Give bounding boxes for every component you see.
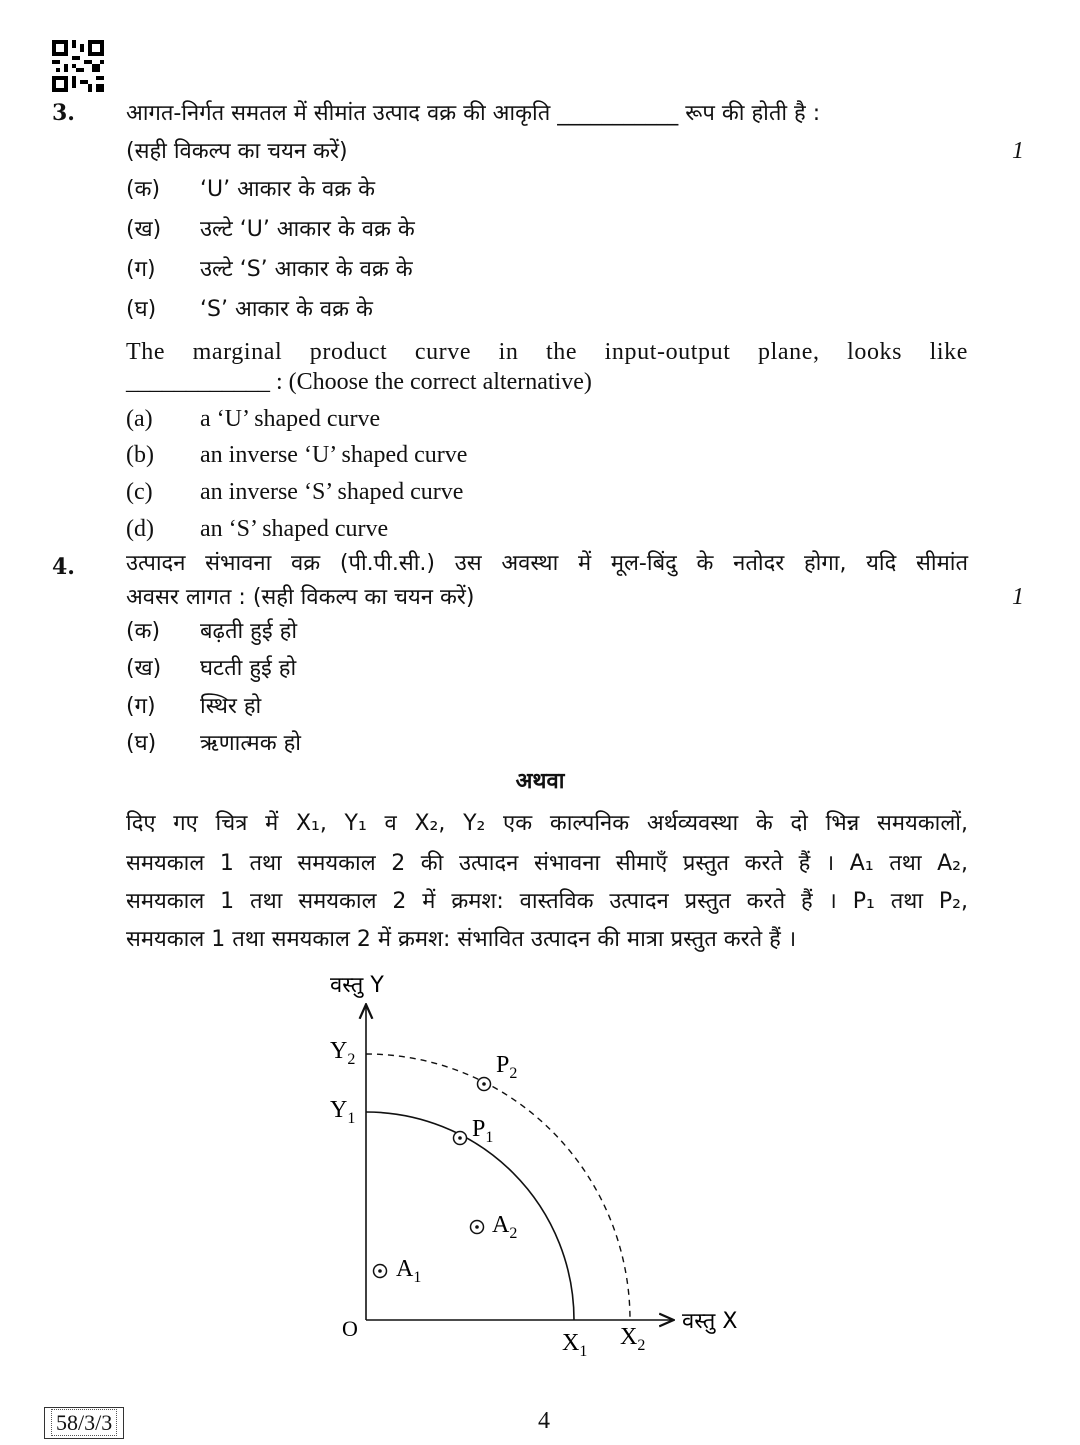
option-text: ऋणात्मक हो: [200, 731, 301, 756]
option-text: बढ़ती हुई हो: [200, 619, 298, 644]
label-p2: $P_2$: [496, 1052, 518, 1082]
question-text-english: The marginal product curve in the input-output plane, looks like: [126, 339, 968, 365]
option-label: (ख): [126, 656, 162, 681]
label-y1: $Y_1$: [330, 1097, 356, 1127]
point-p1: [454, 1132, 467, 1145]
marks: 1: [1012, 584, 1024, 610]
option-text: घटती हुई हो: [200, 656, 297, 681]
option-text: उल्टे ‘U’ आकार के वक्र के: [200, 217, 415, 242]
option-label: (c): [126, 479, 153, 505]
or-paragraph-line: समयकाल 1 तथा समयकाल 2 में क्रमश: वास्तविक उत्पादन प्रस्तुत करते हैं । P₁ तथा P₂,: [126, 889, 968, 914]
question-text-hindi: उत्पादन संभावना वक्र (पी.पी.सी.) उस अवस्था में मूल-बिंदु के नतोदर होगा, यदि सीमांत: [126, 551, 968, 576]
ppc-curve-1: [366, 1112, 574, 1320]
option-text: स्थिर हो: [200, 694, 262, 719]
option-label: (ख): [126, 217, 162, 242]
option-label: (घ): [126, 297, 157, 322]
paper-code-box: [44, 1407, 124, 1439]
question-number: 3.: [52, 100, 75, 126]
marks: 1: [1012, 138, 1024, 164]
question-number: 4.: [52, 554, 75, 580]
option-label: (a): [126, 406, 153, 432]
question-text-english-line2: ____________ : (Choose the correct alternative): [126, 369, 592, 395]
option-text: an ‘S’ shaped curve: [200, 516, 389, 542]
option-text: ‘U’ आकार के वक्र के: [200, 177, 376, 202]
or-paragraph-line: समयकाल 1 तथा समयकाल 2 में क्रमश: संभावित उत्पादन की मात्रा प्रस्तुत करते हैं ।: [126, 927, 797, 952]
point-a2: [471, 1221, 484, 1234]
option-label: (b): [126, 442, 154, 468]
option-label: (ग): [126, 694, 156, 719]
option-text: an inverse ‘U’ shaped curve: [200, 442, 468, 468]
option-label: (क): [126, 619, 161, 644]
option-text: an inverse ‘S’ shaped curve: [200, 479, 464, 505]
origin-label: O: [342, 1316, 358, 1341]
label-p1: $P_1$: [472, 1116, 494, 1146]
paper-code: 58/3/3: [51, 1409, 117, 1436]
point-p2: [478, 1078, 491, 1091]
or-paragraph-line: दिए गए चित्र में X₁, Y₁ व X₂, Y₂ एक काल्पनिक अर्थव्यवस्था के दो भिन्न समयकालों,: [126, 811, 968, 836]
question-text-hindi: आगत-निर्गत समतल में सीमांत उत्पाद वक्र की आकृति ___________ रूप की होती है :: [126, 101, 821, 126]
or-paragraph-line: समयकाल 1 तथा समयकाल 2 की उत्पादन संभावना सीमाएँ प्रस्तुत करते हैं । A₁ तथा A₂,: [126, 851, 968, 876]
option-text: ‘S’ आकार के वक्र के: [200, 297, 373, 322]
option-label: (ग): [126, 257, 156, 282]
label-y2: $Y_2$: [330, 1038, 356, 1068]
label-x1: $X_1$: [562, 1330, 588, 1360]
question-instruction-hindi: (सही विकल्प का चयन करें): [126, 139, 348, 164]
y-axis-label: वस्तु Y: [330, 973, 384, 998]
point-a1: [374, 1265, 387, 1278]
option-label: (घ): [126, 731, 157, 756]
question-text-hindi-line2: अवसर लागत : (सही विकल्प का चयन करें): [126, 585, 475, 610]
option-label: (d): [126, 516, 154, 542]
or-heading: अथवा: [515, 769, 565, 794]
option-text: उल्टे ‘S’ आकार के वक्र के: [200, 257, 413, 282]
label-x2: $X_2$: [620, 1324, 646, 1354]
label-a1: $A_1$: [396, 1256, 422, 1286]
x-axis-label: वस्तु X: [682, 1309, 738, 1334]
label-a2: $A_2$: [492, 1212, 518, 1242]
option-label: (क): [126, 177, 161, 202]
option-text: a ‘U’ shaped curve: [200, 406, 381, 432]
page-number: 4: [538, 1408, 550, 1434]
